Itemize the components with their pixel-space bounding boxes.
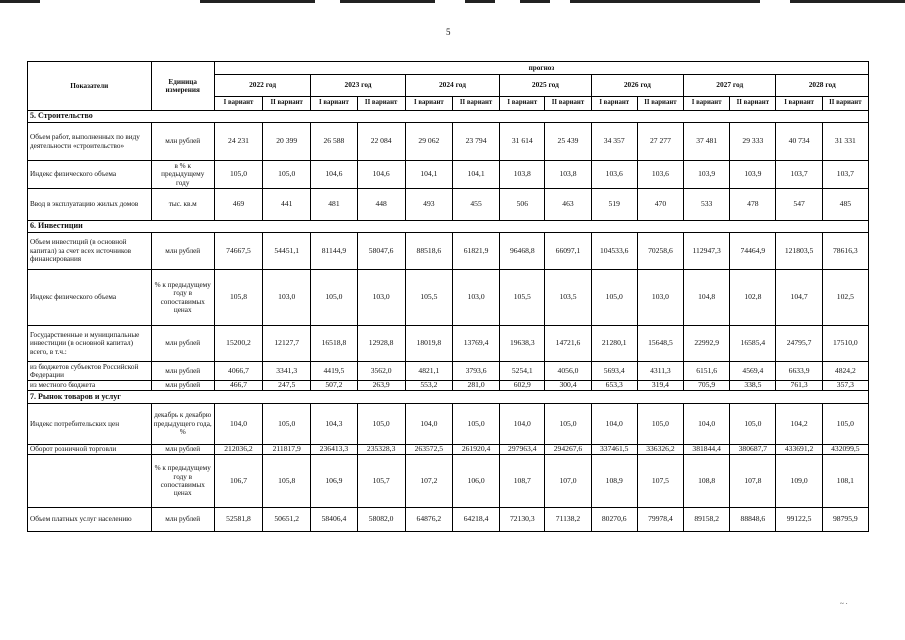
value-cell: 23 794 [452, 123, 499, 161]
value-cell: 481 [311, 189, 357, 221]
value-cell: 4419,5 [311, 362, 357, 381]
value-cell: 12928,8 [357, 326, 405, 362]
value-cell: 357,3 [822, 381, 868, 391]
variant-header: I вариант [214, 97, 262, 111]
value-cell: 104533,6 [591, 233, 637, 270]
value-cell: 12127,7 [263, 326, 311, 362]
value-cell: 103,8 [545, 161, 591, 189]
value-cell: 3793,6 [452, 362, 499, 381]
value-cell: 469 [214, 189, 262, 221]
value-cell: 58406,4 [311, 508, 357, 532]
value-cell: 553,2 [405, 381, 452, 391]
value-cell: 108,9 [591, 455, 637, 508]
value-cell: 107,5 [637, 455, 683, 508]
section-row-construction [28, 111, 869, 123]
value-cell: 52581,8 [214, 508, 262, 532]
variant-header: I вариант [311, 97, 357, 111]
value-cell: 3341,3 [263, 362, 311, 381]
value-cell: 519 [591, 189, 637, 221]
value-cell: 112947,3 [684, 233, 730, 270]
unit-cell: млн рублей [151, 362, 214, 381]
table-row [28, 123, 869, 161]
value-cell: 281,0 [452, 381, 499, 391]
value-cell: 89158,2 [684, 508, 730, 532]
value-cell: 14721,6 [545, 326, 591, 362]
value-cell: 72130,3 [500, 508, 545, 532]
value-cell: 4056,0 [545, 362, 591, 381]
unit-cell: декабрь к декабрю предыдущего года, % [151, 404, 214, 445]
value-cell: 50651,2 [263, 508, 311, 532]
value-cell: 104,6 [357, 161, 405, 189]
value-cell: 108,1 [822, 455, 868, 508]
value-cell: 294267,6 [545, 445, 591, 455]
value-cell: 71138,2 [545, 508, 591, 532]
value-cell: 15200,2 [214, 326, 262, 362]
value-cell: 106,0 [452, 455, 499, 508]
value-cell: 3562,0 [357, 362, 405, 381]
value-cell: 99122,5 [776, 508, 822, 532]
value-cell: 263,9 [357, 381, 405, 391]
value-cell: 602,9 [500, 381, 545, 391]
value-cell: 466,7 [214, 381, 262, 391]
table-row [28, 508, 869, 532]
value-cell: 79978,4 [637, 508, 683, 532]
variant-header: I вариант [684, 97, 730, 111]
value-cell: 58082,0 [357, 508, 405, 532]
table-row [28, 404, 869, 445]
value-cell: 761,3 [776, 381, 822, 391]
value-cell: 547 [776, 189, 822, 221]
value-cell: 300,4 [545, 381, 591, 391]
variant-header: I вариант [500, 97, 545, 111]
value-cell: 6633,9 [776, 362, 822, 381]
value-cell: 105,8 [263, 455, 311, 508]
value-cell: 493 [405, 189, 452, 221]
section-row-investment [28, 221, 869, 233]
value-cell: 103,7 [822, 161, 868, 189]
table-row [28, 189, 869, 221]
value-cell: 109,0 [776, 455, 822, 508]
value-cell: 37 481 [684, 123, 730, 161]
value-cell: 103,0 [357, 270, 405, 326]
value-cell: 4824,2 [822, 362, 868, 381]
unit-cell: млн рублей [151, 123, 214, 161]
value-cell: 105,0 [730, 404, 776, 445]
value-cell: 105,5 [405, 270, 452, 326]
value-cell: 4066,7 [214, 362, 262, 381]
table-row [28, 326, 869, 362]
value-cell: 107,0 [545, 455, 591, 508]
page-number: 5 [446, 27, 451, 37]
value-cell: 6151,6 [684, 362, 730, 381]
value-cell: 455 [452, 189, 499, 221]
variant-header: II вариант [822, 97, 868, 111]
value-cell: 96468,8 [500, 233, 545, 270]
value-cell: 104,1 [452, 161, 499, 189]
value-cell: 19638,3 [500, 326, 545, 362]
value-cell: 247,5 [263, 381, 311, 391]
year-header: 2025 год [500, 75, 591, 97]
year-header: 2023 год [311, 75, 405, 97]
value-cell: 105,0 [591, 270, 637, 326]
value-cell: 54451,1 [263, 233, 311, 270]
value-cell: 58047,6 [357, 233, 405, 270]
value-cell: 653,3 [591, 381, 637, 391]
value-cell: 104,0 [591, 404, 637, 445]
value-cell: 105,0 [214, 161, 262, 189]
value-cell: 108,7 [500, 455, 545, 508]
value-cell: 4569,4 [730, 362, 776, 381]
value-cell: 470 [637, 189, 683, 221]
value-cell: 107,8 [730, 455, 776, 508]
value-cell: 103,8 [500, 161, 545, 189]
unit-cell: млн рублей [151, 445, 214, 455]
value-cell: 105,0 [357, 404, 405, 445]
value-cell: 104,8 [684, 270, 730, 326]
value-cell: 105,5 [500, 270, 545, 326]
value-cell: 105,0 [822, 404, 868, 445]
header-row-forecast [28, 62, 869, 75]
value-cell: 64218,4 [452, 508, 499, 532]
value-cell: 336326,2 [637, 445, 683, 455]
value-cell: 104,0 [684, 404, 730, 445]
value-cell: 20 399 [263, 123, 311, 161]
variant-header: II вариант [357, 97, 405, 111]
value-cell: 31 614 [500, 123, 545, 161]
variant-header: II вариант [452, 97, 499, 111]
unit-cell: в % к предыдущему году [151, 161, 214, 189]
value-cell: 432099,5 [822, 445, 868, 455]
value-cell: 16518,8 [311, 326, 357, 362]
value-cell: 4311,3 [637, 362, 683, 381]
year-header: 2026 год [591, 75, 683, 97]
value-cell: 108,8 [684, 455, 730, 508]
value-cell: 705,9 [684, 381, 730, 391]
value-cell: 34 357 [591, 123, 637, 161]
value-cell: 433691,2 [776, 445, 822, 455]
indicator-name: Объем работ, выполненных по виду деятельности «строительство» [28, 123, 152, 161]
value-cell: 64876,2 [405, 508, 452, 532]
forecast-table [27, 61, 869, 532]
value-cell: 212036,2 [214, 445, 262, 455]
table-row [28, 381, 869, 391]
value-cell: 29 333 [730, 123, 776, 161]
table-row [28, 270, 869, 326]
value-cell: 261920,4 [452, 445, 499, 455]
header-indicator: Показатели [28, 62, 152, 111]
variant-header: I вариант [591, 97, 637, 111]
indicator-name: из местного бюджета [28, 381, 152, 391]
indicator-name: Индекс физического объема [28, 270, 152, 326]
variant-header: I вариант [405, 97, 452, 111]
value-cell: 105,0 [637, 404, 683, 445]
variant-header: II вариант [637, 97, 683, 111]
value-cell: 104,0 [214, 404, 262, 445]
value-cell: 22992,9 [684, 326, 730, 362]
value-cell: 21280,1 [591, 326, 637, 362]
value-cell: 81144,9 [311, 233, 357, 270]
indicator-name: Индекс потребительских цен [28, 404, 152, 445]
value-cell: 4821,1 [405, 362, 452, 381]
value-cell: 104,0 [405, 404, 452, 445]
variant-header: I вариант [776, 97, 822, 111]
value-cell: 533 [684, 189, 730, 221]
value-cell: 463 [545, 189, 591, 221]
value-cell: 441 [263, 189, 311, 221]
indicator-name: Оборот розничной торговли [28, 445, 152, 455]
value-cell: 106,7 [214, 455, 262, 508]
year-header: 2028 год [776, 75, 869, 97]
unit-cell: млн рублей [151, 381, 214, 391]
value-cell: 507,2 [311, 381, 357, 391]
value-cell: 26 588 [311, 123, 357, 161]
unit-cell: % к предыдущему году в сопоставимых ценах [151, 455, 214, 508]
value-cell: 105,8 [214, 270, 262, 326]
indicator-name: Ввод в эксплуатацию жилых домов [28, 189, 152, 221]
indicator-name: Государственные и муниципальные инвестиции (в основной капитал) всего, в т.ч.: [28, 326, 152, 362]
indicator-name: из бюджетов субъектов Российской Федерации [28, 362, 152, 381]
value-cell: 105,0 [545, 404, 591, 445]
header-forecast: прогноз [214, 62, 868, 75]
unit-cell: млн рублей [151, 508, 214, 532]
section-row-market [28, 391, 869, 404]
year-header: 2024 год [405, 75, 499, 97]
value-cell: 103,6 [637, 161, 683, 189]
table-row [28, 233, 869, 270]
value-cell: 103,7 [776, 161, 822, 189]
table-row [28, 445, 869, 455]
value-cell: 103,0 [452, 270, 499, 326]
value-cell: 13769,4 [452, 326, 499, 362]
value-cell: 102,5 [822, 270, 868, 326]
value-cell: 485 [822, 189, 868, 221]
value-cell: 15648,5 [637, 326, 683, 362]
indicator-name: Объем платных услуг населению [28, 508, 152, 532]
value-cell: 104,7 [776, 270, 822, 326]
value-cell: 337461,5 [591, 445, 637, 455]
section-title: 7. Рынок товаров и услуг [28, 391, 869, 404]
value-cell: 74667,5 [214, 233, 262, 270]
year-header: 2022 год [214, 75, 310, 97]
unit-cell: % к предыдущему году в сопоставимых ценах [151, 270, 214, 326]
value-cell: 31 331 [822, 123, 868, 161]
section-title: 5. Строительство [28, 111, 869, 123]
value-cell: 25 439 [545, 123, 591, 161]
value-cell: 319,4 [637, 381, 683, 391]
value-cell: 27 277 [637, 123, 683, 161]
indicator-name: Индекс физического объема [28, 161, 152, 189]
value-cell: 338,5 [730, 381, 776, 391]
indicator-name [28, 455, 152, 508]
value-cell: 18019,8 [405, 326, 452, 362]
value-cell: 211817,9 [263, 445, 311, 455]
value-cell: 61821,9 [452, 233, 499, 270]
value-cell: 78616,3 [822, 233, 868, 270]
value-cell: 66097,1 [545, 233, 591, 270]
value-cell: 235328,3 [357, 445, 405, 455]
value-cell: 103,5 [545, 270, 591, 326]
value-cell: 236413,3 [311, 445, 357, 455]
scan-top-edge [0, 0, 905, 6]
value-cell: 448 [357, 189, 405, 221]
value-cell: 22 084 [357, 123, 405, 161]
value-cell: 74464,9 [730, 233, 776, 270]
corner-marks: ~ · [840, 600, 848, 608]
variant-header: II вариант [263, 97, 311, 111]
value-cell: 24795,7 [776, 326, 822, 362]
value-cell: 103,0 [637, 270, 683, 326]
table-row [28, 362, 869, 381]
value-cell: 478 [730, 189, 776, 221]
value-cell: 104,1 [405, 161, 452, 189]
value-cell: 103,6 [591, 161, 637, 189]
value-cell: 5693,4 [591, 362, 637, 381]
value-cell: 98795,9 [822, 508, 868, 532]
value-cell: 16585,4 [730, 326, 776, 362]
value-cell: 104,0 [500, 404, 545, 445]
value-cell: 104,6 [311, 161, 357, 189]
table-row [28, 161, 869, 189]
value-cell: 5254,1 [500, 362, 545, 381]
value-cell: 106,9 [311, 455, 357, 508]
variant-header: II вариант [730, 97, 776, 111]
value-cell: 102,8 [730, 270, 776, 326]
value-cell: 263572,5 [405, 445, 452, 455]
indicator-name: Объем инвестиций (в основной капитал) за счет всех источников финансирования [28, 233, 152, 270]
value-cell: 88518,6 [405, 233, 452, 270]
value-cell: 105,7 [357, 455, 405, 508]
value-cell: 105,0 [311, 270, 357, 326]
table-row [28, 455, 869, 508]
value-cell: 380687,7 [730, 445, 776, 455]
value-cell: 40 734 [776, 123, 822, 161]
value-cell: 104,3 [311, 404, 357, 445]
value-cell: 88848,6 [730, 508, 776, 532]
unit-cell: тыс. кв.м [151, 189, 214, 221]
value-cell: 104,2 [776, 404, 822, 445]
value-cell: 103,9 [684, 161, 730, 189]
value-cell: 17510,0 [822, 326, 868, 362]
value-cell: 105,0 [452, 404, 499, 445]
value-cell: 105,0 [263, 404, 311, 445]
value-cell: 381844,4 [684, 445, 730, 455]
value-cell: 107,2 [405, 455, 452, 508]
value-cell: 506 [500, 189, 545, 221]
unit-cell: млн рублей [151, 233, 214, 270]
value-cell: 121803,5 [776, 233, 822, 270]
value-cell: 297963,4 [500, 445, 545, 455]
unit-cell: млн рублей [151, 326, 214, 362]
value-cell: 80270,6 [591, 508, 637, 532]
section-title: 6. Инвестиции [28, 221, 869, 233]
value-cell: 103,0 [263, 270, 311, 326]
value-cell: 70258,6 [637, 233, 683, 270]
year-header: 2027 год [684, 75, 776, 97]
variant-header: II вариант [545, 97, 591, 111]
value-cell: 24 231 [214, 123, 262, 161]
header-unit: Единица измерения [151, 62, 214, 111]
value-cell: 29 062 [405, 123, 452, 161]
value-cell: 103,9 [730, 161, 776, 189]
value-cell: 105,0 [263, 161, 311, 189]
